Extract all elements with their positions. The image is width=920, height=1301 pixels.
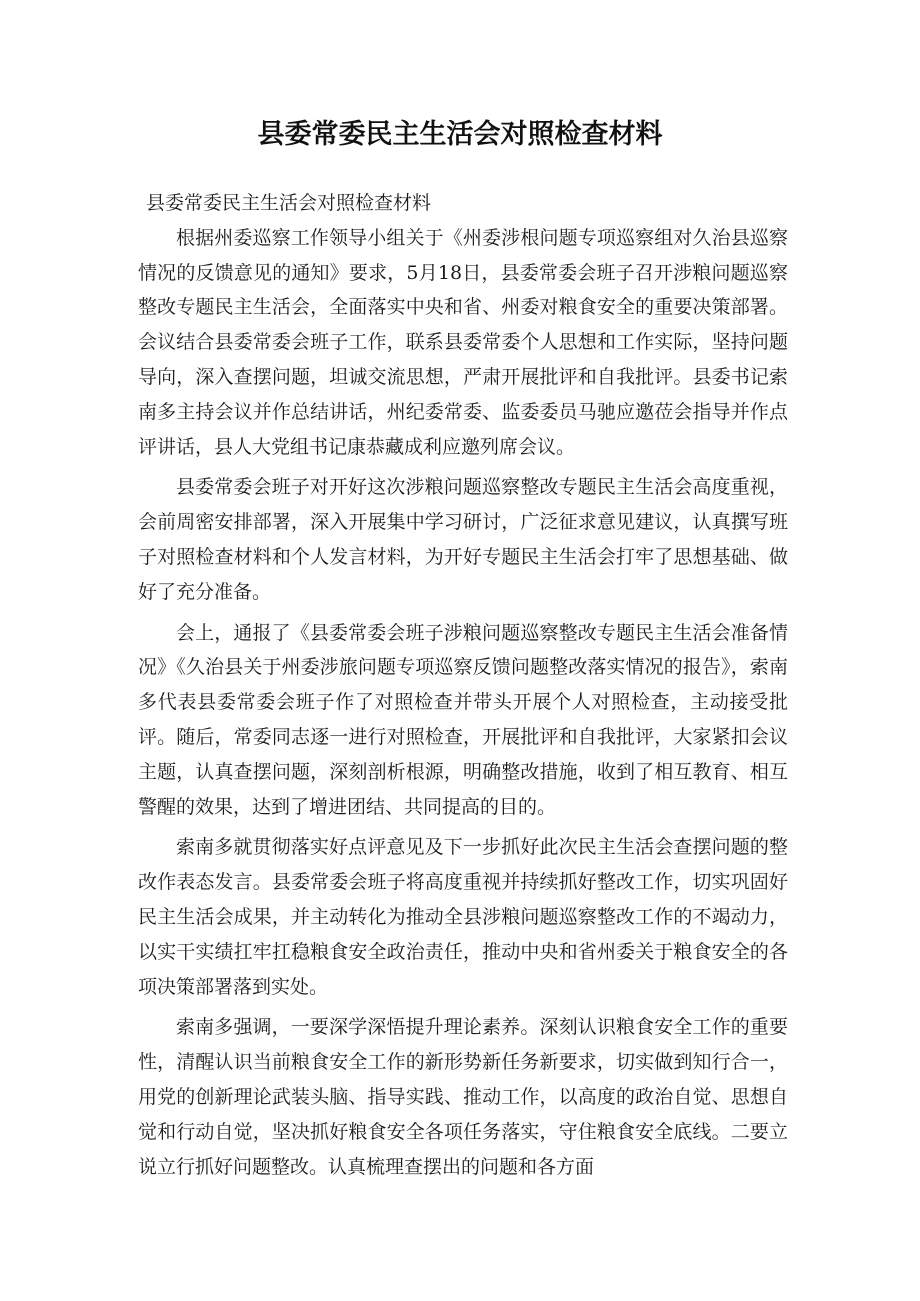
document-subtitle: 县委常委民主生活会对照检查材料 <box>146 192 432 214</box>
document-body <box>138 186 788 1190</box>
paragraph-2: 县委常委会班子对开好这次涉粮问题巡察整改专题民主生活会高度重视，会前周密安排部署，深入开展集中学习研讨，广泛征求意见建议，认真撰写班子对照检查材料和个人发言材料，为开好专题民主生活会打牢了思想基础、做好了充分准备。 <box>138 476 788 603</box>
paragraph-3: 会上，通报了《县委常委会班子涉粮问题巡察整改专题民主生活会准备情况》《久治县关于州委涉旅问题专项巡察反馈问题整改落实情况的报告》，索南多代表县委常委会班子作了对照检查并带头开展个人对照检查，主动接受批评。随后，常委同志逐一进行对照检查，开展批评和自我批评，大家紧扣会议主题，认真查摆问题，深刻剖析根源，明确整改措施，收到了相互教育、相互警醒的效果，达到了增进团结、共同提高的目的。 <box>138 621 788 818</box>
paragraph-1: 根据州委巡察工作领导小组关于《州委涉根问题专项巡察组对久治县巡察情况的反馈意见的通知》要求，5月18日，县委常委会班子召开涉粮问题巡察整改专题民主生活会，全面落实中央和省、州委对粮食安全的重要决策部署。会议结合县委常委会班子工作，联系县委常委个人思想和工作实际，坚持问题导向，深入查摆问题，坦诚交流思想，严肃开展批评和自我批评。县委书记索南多主持会议并作总结讲话，州纪委常委、监委委员马驰应邀莅会指导并作点评讲话，县人大党组书记康恭藏成利应邀列席会议。 <box>138 226 788 458</box>
paragraph-4: 索南多就贯彻落实好点评意见及下一步抓好此次民主生活会查摆问题的整改作表态发言。县委常委会班子将高度重视并持续抓好整改工作，切实巩固好民主生活会成果，并主动转化为推动全县涉粮问题巡察整改工作的不竭动力，以实干实绩扛牢扛稳粮食安全政治责任，推动中央和省州委关于粮食安全的各项决策部署落到实处。 <box>138 836 788 998</box>
paragraph-5: 索南多强调，一要深学深悟提升理论素养。深刻认识粮食安全工作的重要性，清醒认识当前粮食安全工作的新形势新任务新要求，切实做到知行合一，用党的创新理论武装头脑、指导实践、推动工作，以高度的政治自觉、思想自觉和行动自觉，坚决抓好粮食安全各项任务落实，守住粮食安全底线。二要立说立行抓好问题整改。认真梳理查摆出的问题和各方面 <box>138 1016 788 1178</box>
document-title: 县委常委民主生活会对照检查材料 <box>257 119 663 150</box>
